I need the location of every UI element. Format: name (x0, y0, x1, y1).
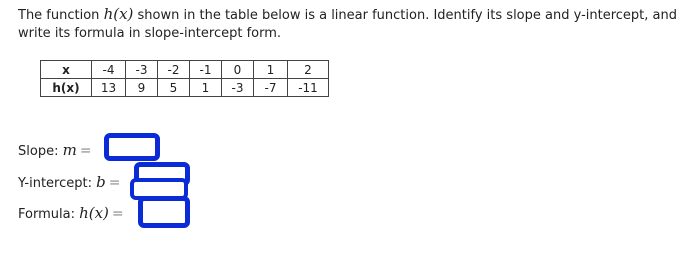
hx-label: h(x) (41, 79, 92, 97)
x-cell: -4 (92, 61, 126, 79)
hx-cell: -11 (288, 79, 329, 97)
x-row (41, 61, 329, 79)
x-cell: 0 (222, 61, 254, 79)
hx-cell: 1 (190, 79, 222, 97)
slope-answer-box[interactable] (104, 133, 160, 161)
slope-label: Slope: (18, 144, 63, 159)
intercept-equals: = (108, 175, 121, 191)
values-table (40, 60, 329, 97)
slope-row (18, 140, 92, 160)
hx-cell: 9 (126, 79, 158, 97)
x-cell: -1 (190, 61, 222, 79)
hx-cell: 13 (92, 79, 126, 97)
intercept-row (18, 172, 120, 192)
x-label: x (41, 61, 92, 79)
slope-equals: = (79, 143, 92, 159)
slope-variable: m (62, 141, 77, 159)
formula-answer-box[interactable] (138, 196, 190, 228)
problem-text-start: The function (18, 8, 104, 23)
formula-row (18, 203, 124, 223)
x-cell: -2 (158, 61, 190, 79)
hx-cell: -3 (222, 79, 254, 97)
x-cell: -3 (126, 61, 158, 79)
problem-text-end: shown in the table below is a linear function. Identify its slope and y-intercept, and write its formula in slope-intercept form. (18, 8, 677, 41)
hx-cell: 5 (158, 79, 190, 97)
function-name: h(x) (103, 5, 134, 23)
intercept-label: Y-intercept: (18, 176, 97, 191)
x-cell: 1 (254, 61, 288, 79)
x-cell: 2 (288, 61, 329, 79)
hx-cell: -7 (254, 79, 288, 97)
formula-equals: = (111, 206, 124, 222)
intercept-variable: b (96, 173, 106, 191)
formula-label: Formula: (18, 207, 80, 222)
hx-row (41, 79, 329, 97)
problem-statement (18, 5, 690, 43)
formula-variable: h(x) (79, 204, 109, 222)
